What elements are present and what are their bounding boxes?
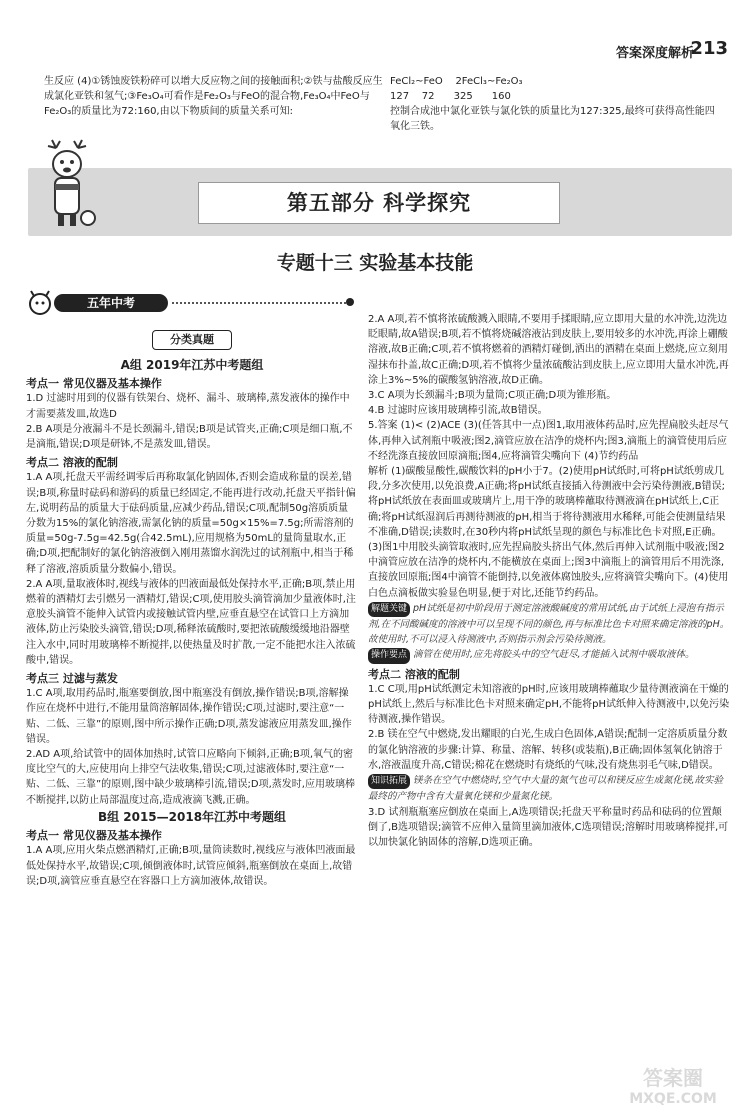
watermark-url: MXQE.COM xyxy=(629,1091,717,1107)
part-banner-box xyxy=(198,182,560,224)
knowledge-note xyxy=(368,773,730,804)
answer-b2: 2.A A项,量取液体时,视线与液体的凹液面最低处保持水平,正确;B项,禁止用燃着的酒精灯去引燃另一酒精灯,错误;C项,使用胶头滴管滴加少量液体时,注意胶头滴管不能伸入试管内或接触试管内壁,应垂直悬空在试管口上方滴加液体,防止污染胶头滴管,错误;D项,稀释浓硫酸时,要把浓硫酸缓缓地沿器壁注入水中,同时用玻璃棒不断搅拌,以使热量及时扩散,一定不能把水注入浓硫酸中,错误。 xyxy=(26,578,356,666)
answer-r5: 5.答案 (1)< (2)ACE (3)(任答其中一点)图1,取用液体药品时,应先捏扁胶头赶尽气体,再伸入试剂瓶中吸液;图2,滴管应放在洁净的烧杯内;图3,滴瓶上的滴管使用后应不经洗涤直接放回原滴瓶;图4,应将滴管尖嘴向下 (4)节约药品 xyxy=(368,420,729,462)
mass-relation-numbers: 127 72 325 160 xyxy=(390,91,511,102)
watermark xyxy=(598,1062,748,1110)
reindeer-mascot-icon xyxy=(38,138,98,232)
group-a-title: A组 2019年江苏中考题组 xyxy=(120,358,264,372)
section-badge xyxy=(26,290,352,316)
top-right-block xyxy=(390,74,720,134)
knowledge-note-text: 镁条在空气中燃烧时,空气中大量的氮气也可以和镁反应生成氮化镁,故实验最终的产物中含有大量氧化镁和少量氮化镁。 xyxy=(368,775,724,803)
left-column xyxy=(26,290,358,1100)
topic-title: 专题十三 实验基本技能 xyxy=(276,252,474,274)
top-left-text: 生反应 (4)①锈蚀废铁粉碎可以增大反应物之间的接触面积;②铁与盐酸反应生成氯化亚铁和氢气;③Fe₃O₄可看作是Fe₂O₃与FeO的混合物,Fe₃O₄中FeO与Fe₂O₃的质量比为72:160,由以下物质间的质量关系可知: xyxy=(44,76,383,117)
key-note-label: 解题关键 xyxy=(368,602,410,617)
answer-r2: 2.A A项,若不慎将浓硫酸溅入眼睛,不要用手揉眼睛,应立即用大量的水冲洗,边洗边眨眼睛,故A错误;B项,若不慎将烧碱溶液沾到皮肤上,要用较多的水冲洗,再涂上硼酸溶液,故B正确;C项,若不慎将燃着的酒精灯碰倒,洒出的酒精在桌面上燃烧,应立刻用湿抹布扑盖,故C正确;D项,若不慎将少量浓硫酸沾到皮肤上,应立即用大量水冲洗,再涂上3%~5%的碳酸氢钠溶液,故D正确。 xyxy=(368,314,729,386)
header-title: 答案深度解析 xyxy=(615,46,694,61)
part-title: 第五部分 科学探究 xyxy=(286,191,472,215)
right-column xyxy=(368,312,730,1100)
part-banner xyxy=(28,168,732,236)
right-content xyxy=(368,312,730,850)
knowledge-note-label: 知识拓展 xyxy=(368,774,410,789)
classify-label: 分类真题 xyxy=(152,330,232,350)
answer-r4: 4.B 过滤时应该用玻璃棒引流,故B错误。 xyxy=(368,405,548,417)
mass-relation-formula: FeCl₂~FeO 2FeCl₃~Fe₂O₃ xyxy=(390,76,523,87)
group-b-title: B组 2015—2018年江苏中考题组 xyxy=(97,809,287,824)
section-badge-label: 五年中考 xyxy=(54,294,168,312)
kp3-heading: 考点三 过滤与蒸发 xyxy=(26,672,118,686)
watermark-text: 答案圈 xyxy=(643,1066,703,1090)
kp1-heading: 考点一 常见仪器及基本操作 xyxy=(26,377,162,391)
answer-b1: 1.A A项,托盘天平需经调零后再称取氯化钠固体,否则会造成称量的误差,错误;B项,称量时砝码和游码的质量已经固定,不能再进行改动,托盘天平指针偏左,说明药品的质量大于砝码质量,应减少药品,错误;C项,配制50g溶质质量分数为15%的氯化钠溶液,需氯化钠的质量=50g×15%=7.5g;所需溶剂的质量=50g-7.5g=42.5g(合42.5mL),应用规格为50mL的量筒量取水,正确;D项,把配制好的氯化钠溶液倒入刚用蒸馏水润洗过的试剂瓶中,相当于稀释了溶液,溶质质量分数偏小,错误。 xyxy=(26,472,356,575)
key-note-text: pH试纸是初中阶段用于测定溶液酸碱度的常用试纸,由于试纸上浸泡有指示剂,在不同酸碱度的溶液中可以呈现不同的颜色,再与标准比色卡对照来确定溶液的pH。故使用时,不可以浸入待测液中,否则指示剂会污染待测液。 xyxy=(368,602,730,646)
answer-s2: 2.B 镁在空气中燃烧,发出耀眼的白光,生成白色固体,A错误;配制一定溶质质量分数的氯化钠溶液的步骤:计算、称量、溶解、转移(或装瓶),B正确;固体氢氧化钠溶于水,溶液温度升高,C错误;棉花在燃烧时有烧纸的气味,没有烧焦羽毛气味,D错误。 xyxy=(368,729,728,771)
operation-note xyxy=(368,647,730,663)
answer-s1: 1.C C项,用pH试纸测定未知溶液的pH时,应该用玻璃棒蘸取少量待测液滴在干燥的pH试纸上,然后与标准比色卡对照来确定pH,不能将pH试纸伸入待测液中,以免污染待测液,操作错误。 xyxy=(368,683,730,726)
top-right-conclusion: 控制合成池中氯化亚铁与氯化铁的质量比为127:325,最终可获得高性能四氧化三铁。 xyxy=(390,106,715,132)
page-header xyxy=(0,0,750,61)
badge-end-dot xyxy=(346,298,354,306)
answer-r3: 3.C A项为长颈漏斗;B项为量筒;C项正确;D项为锥形瓶。 xyxy=(368,390,617,402)
analysis-r5: 解析 (1)碳酸显酸性,碳酸饮料的pH小于7。(2)使用pH试纸时,可将pH试纸剪成几段,分多次使用,以免浪费,A正确;将pH试纸直接插入待测液中会污染待测液,B错误;将pH试纸放在表面皿或玻璃片上,用干净的玻璃棒蘸取待测液滴在pH试纸上,C正确;将pH试纸湿润后再测待测液的pH,相当于将待测液用水稀释,可能会使测量结果不准确,D错误;读数时,在30秒内将pH试纸呈现的颜色与标准比色卡对照,E正确。(3)图1中用胶头滴管取液时,应先捏扁胶头挤出气体,然后再伸入试剂瓶中吸液;图2中滴管应放在洁净的烧杯内,不能横放在桌面上;图3中滴瓶上的滴管用后不用洗涤,直接放回原瓶;图4中滴管不能倒持,以免液体腐蚀胶头,应将滴管尖嘴向下。(4)使用白色点滴板做实验显色明显,便于对比,还能节约药品。 xyxy=(368,466,729,599)
reindeer-small-icon xyxy=(26,290,54,316)
operation-note-label: 操作要点 xyxy=(368,648,410,663)
answer-c2: 2.AD A项,给试管中的固体加热时,试管口应略向下倾斜,正确;B项,氧气的密度比空气的大,应使用向上排空气法收集,错误;C项,过滤液体时,要注意“一贴、二低、三靠”的原则,图中缺少玻璃棒引流,错误;D项,蒸发时,应用玻璃棒不断搅拌,以防止局部温度过高,造成液滴飞溅,正确。 xyxy=(26,749,355,806)
key-note xyxy=(368,601,730,648)
answer-s3: 3.D 试剂瓶瓶塞应倒放在桌面上,A选项错误;托盘天平称量时药品和砝码的位置颠倒了,B选项错误;滴管不应伸入量筒里滴加液体,C选项错误;溶解时用玻璃棒搅拌,可以加快氯化钠固体的溶解,D选项正确。 xyxy=(368,806,729,848)
previous-answer-continuation xyxy=(26,74,726,166)
badge-divider xyxy=(172,302,350,306)
operation-note-text: 滴管在使用时,应先将胶头中的空气赶尽,才能插入试剂中吸取液体。 xyxy=(413,649,695,661)
answer-a2: 2.B A项是分液漏斗不是长颈漏斗,错误;B项是试管夹,正确;C项是细口瓶,不是滴瓶,错误;D项是研钵,不是蒸发皿,错误。 xyxy=(26,423,353,451)
answer-c1: 1.C A项,取用药品时,瓶塞要倒放,图中瓶塞没有倒放,操作错误;B项,溶解操作应在烧杯中进行,不能用量筒溶解固体,操作错误;C项,过滤时,要注意“一贴、二低、三靠”的原则,图中所示操作正确;D项,蒸发滤液应用蒸发皿,操作错误。 xyxy=(26,688,352,745)
kp5-heading: 考点二 溶液的配制 xyxy=(368,667,460,681)
kp4-heading: 考点一 常见仪器及基本操作 xyxy=(26,829,162,843)
left-content xyxy=(26,356,358,889)
answer-a1: 1.D 过滤时用到的仪器有铁架台、烧杯、漏斗、玻璃棒,蒸发液体的操作中才需要蒸发皿,故选D xyxy=(26,393,350,420)
page-number: 213 xyxy=(690,38,728,59)
answer-d1: 1.A A项,应用火柴点燃酒精灯,正确;B项,量筒读数时,视线应与液体凹液面最低处保持水平,故错误;C项,倾倒液体时,试管应倾斜,瓶塞倒放在桌面上,故错误;D项,滴管应垂直悬空在容器口上方滴加液体,故错误。 xyxy=(26,845,356,887)
kp2-heading: 考点二 溶液的配制 xyxy=(26,456,118,470)
